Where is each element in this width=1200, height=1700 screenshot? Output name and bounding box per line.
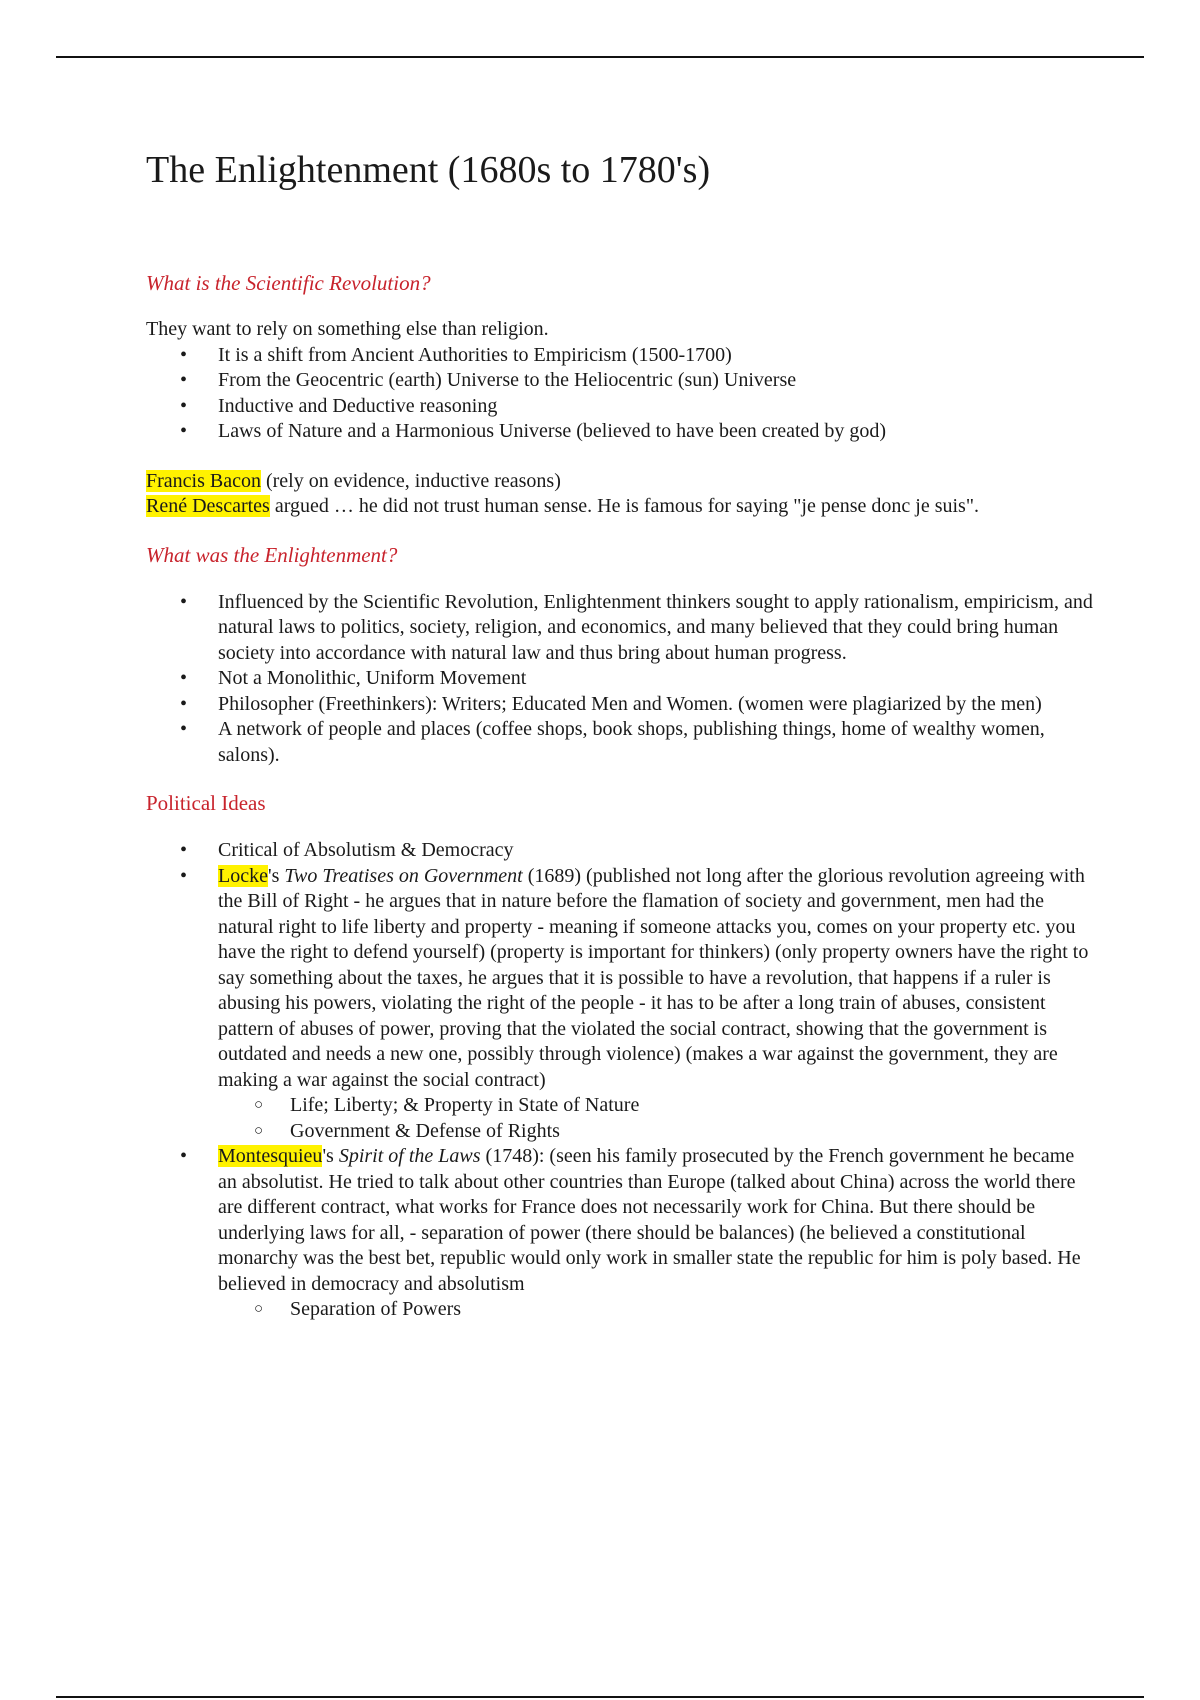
bullet-icon: • xyxy=(180,1145,188,1167)
bullet-icon: • xyxy=(180,692,188,715)
bullet-icon: • xyxy=(180,369,188,391)
list-item: • Influenced by the Scientific Revolution, Enlightenment thinkers sought to apply rationalism, empiricism, and natural laws to politics, society, religion, and economics, and many believed that they could bring human society into accordance with natural law and thus bring about human progress. xyxy=(180,590,1093,664)
list-item: • Laws of Nature and a Harmonious Universe (believed to have been created by god) xyxy=(146,419,1096,445)
enlightenment-bullet-list xyxy=(146,590,1096,769)
circle-bullet-icon: ○ xyxy=(254,1301,264,1317)
sub-list-item: ○ Government & Defense of Rights xyxy=(218,1119,1096,1145)
work-title-montesquieu: Spirit of the Laws xyxy=(338,1145,481,1167)
highlighted-name-bacon: Francis Bacon xyxy=(146,469,261,492)
scientific-bullet-list xyxy=(146,343,1096,445)
list-item: • Critical of Absolutism & Democracy xyxy=(146,838,1096,864)
list-item: • A network of people and places (coffee shops, book shops, publishing things, home of wealthy women, salons). xyxy=(180,718,1045,766)
bullet-icon: • xyxy=(180,667,188,689)
highlighted-name-locke: Locke xyxy=(218,864,268,887)
list-item: • Inductive and Deductive reasoning xyxy=(146,394,1096,420)
list-item: • Philosopher (Freethinkers): Writers; Educated Men and Women. (women were plagiarized by the men) xyxy=(146,692,1096,718)
bullet-icon: • xyxy=(180,343,188,366)
circle-bullet-icon: ○ xyxy=(254,1097,264,1113)
bullet-icon: • xyxy=(180,718,188,740)
section-heading-scientific: What is the Scientific Revolution? xyxy=(146,271,431,295)
sub-list-item: ○ Separation of Powers xyxy=(218,1297,1096,1323)
locke-sub-list xyxy=(218,1093,1096,1144)
bullet-icon: • xyxy=(180,864,188,887)
document-page xyxy=(146,140,1096,1323)
bullet-icon: • xyxy=(180,590,188,613)
page-title: The Enlightenment (1680s to 1780's) xyxy=(146,149,711,191)
sub-list-item: ○ Life; Liberty; & Property in State of Nature xyxy=(218,1093,1096,1119)
top-rule xyxy=(56,56,1144,58)
highlighted-name-montesquieu: Montesquieu xyxy=(218,1145,323,1167)
political-bullet-list xyxy=(146,838,1096,1323)
section-heading-enlightenment: What was the Enlightenment? xyxy=(146,542,398,567)
section-heading-political: Political Ideas xyxy=(146,791,266,815)
highlighted-name-descartes: René Descartes xyxy=(146,495,270,517)
montesquieu-sub-list xyxy=(218,1297,1096,1323)
list-item-montesquieu: • Montesquieu's Spirit of the Laws (1748): (seen his family prosecuted by the French government he became an absolutist. He tried to talk about other countries than Europe (talked about China) across the world there are different contract, what works for France does not necessarily work for China. But there should be underlying laws for all, - separation of power (there should be balances) (he believed a constitutional monarchy was the best bet, republic would only work in smaller state the republic for him is poly based. He believed in democracy and absolutism ○ Separation of Powers xyxy=(146,1144,1096,1323)
bullet-icon: • xyxy=(180,394,188,417)
circle-bullet-icon: ○ xyxy=(254,1122,264,1139)
work-title-locke: Two Treatises on Government xyxy=(284,864,523,887)
list-item: • It is a shift from Ancient Authorities to Empiricism (1500-1700) xyxy=(146,343,1096,369)
bottom-rule xyxy=(56,1696,1144,1698)
list-item-locke: • Locke's Two Treatises on Government (1689) (published not long after the glorious revolution agreeing with the Bill of Right - he argues that in nature before the flamation of society and government, men had the natural right to life liberty and property - meaning if someone attacks you, comes on your property etc. you have the right to defend yourself) (property is important for thinkers) (only property owners have the right to say something about the taxes, he argues that it is possible to have a revolution, that happens if a ruler is abusing his powers, violating the right of the people - it has to be after a long train of abuses, consistent pattern of abuses of power, proving that the violated the social contract, showing that the government is outdated and needs a new one, possibly through violence) (makes a war against the government, they are making a war against the social contract) ○ Life; Liberty; & Property in State of Nature ○ Government & Defense of Rights xyxy=(146,864,1096,1145)
bacon-line: Francis Bacon (rely on evidence, inductive reasons) xyxy=(146,469,561,492)
list-item: • From the Geocentric (earth) Universe to the Heliocentric (sun) Universe xyxy=(146,368,1096,394)
scientific-intro: They want to rely on something else than religion. xyxy=(146,318,549,340)
bullet-icon: • xyxy=(180,420,188,442)
list-item: • Not a Monolithic, Uniform Movement xyxy=(146,666,1096,692)
descartes-line: René Descartes argued … he did not trust human sense. He is famous for saying "je pense donc je suis". xyxy=(146,495,979,517)
bullet-icon: • xyxy=(180,839,188,861)
